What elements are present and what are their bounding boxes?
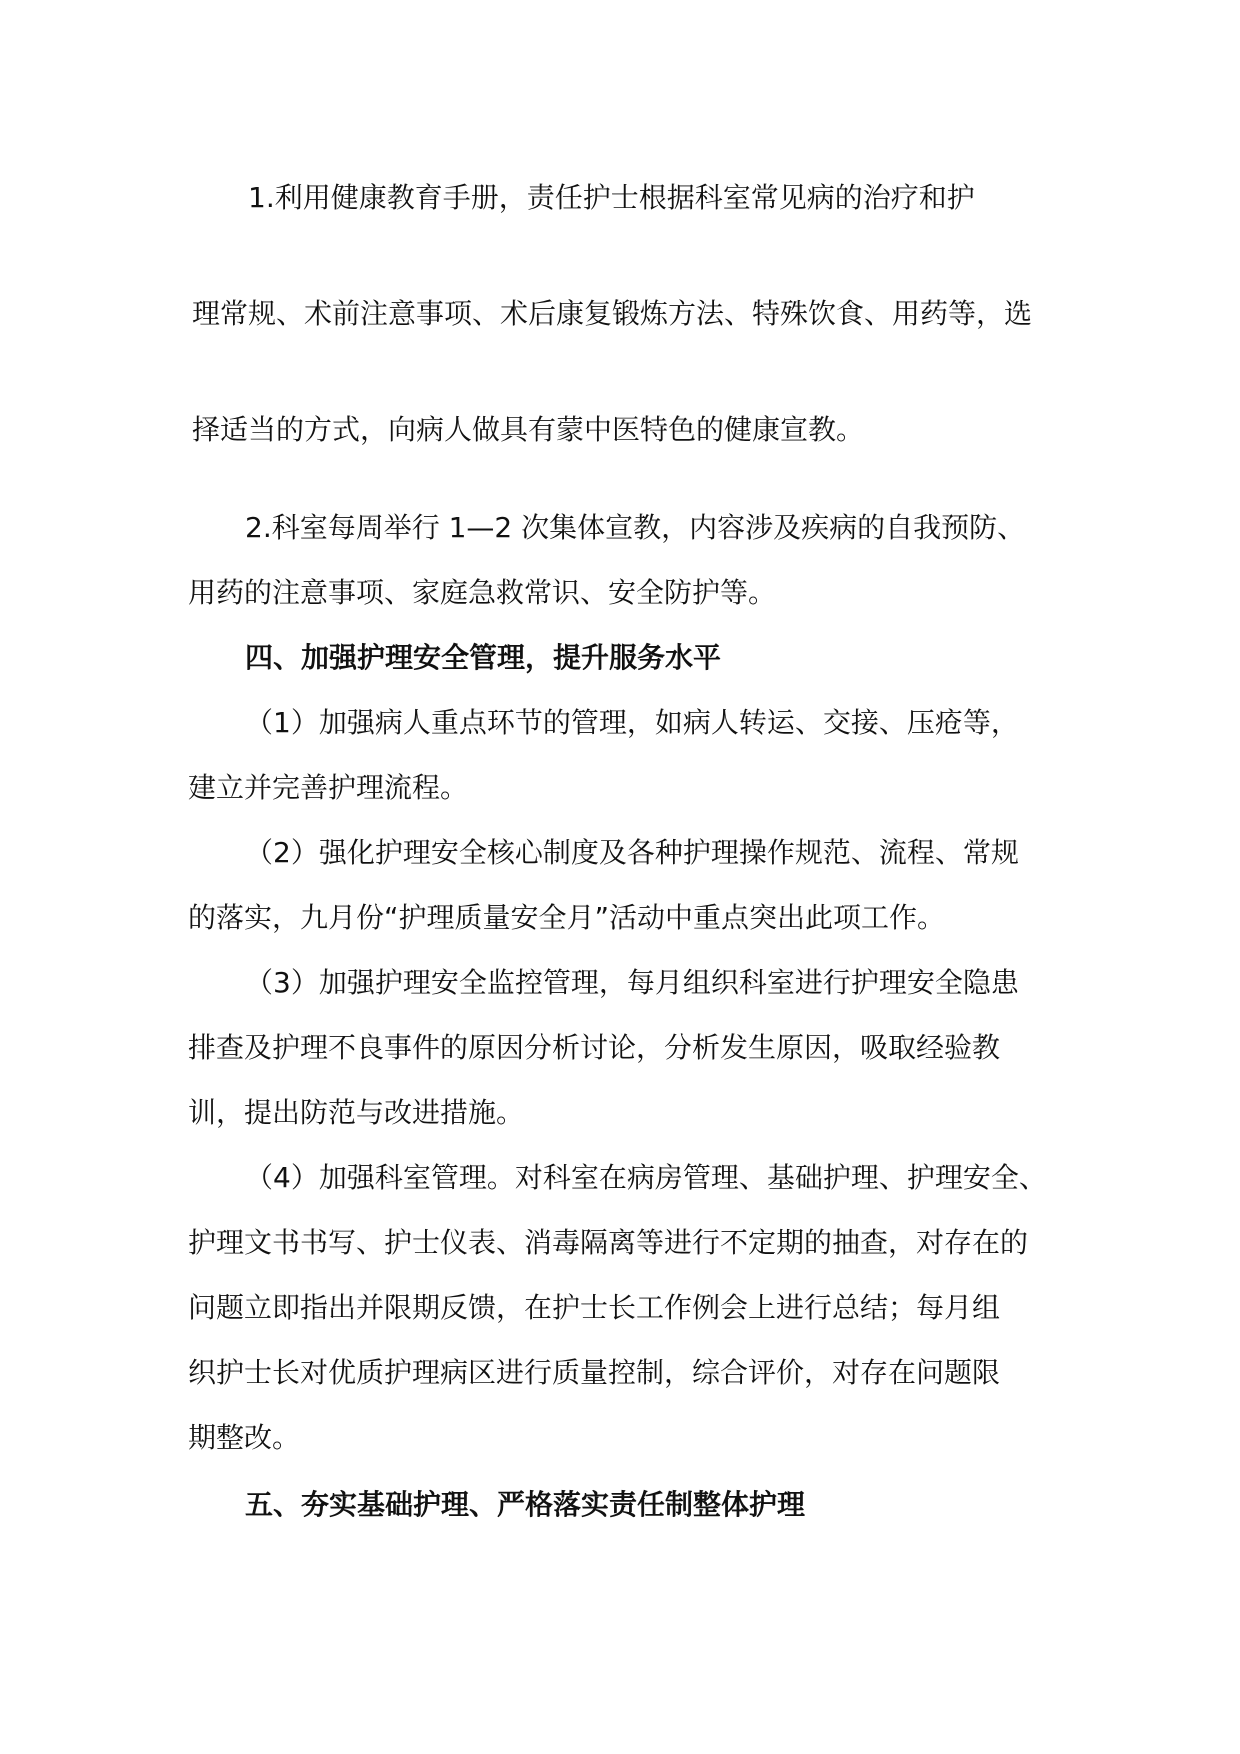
paragraph-1-line-2: 理常规、术前注意事项、术后康复锻炼方法、特殊饮食、用药等，选 [192,297,1033,330]
item-4-line-4: 织护士长对优质护理病区进行质量控制，综合评价，对存在问题限 [188,1356,1001,1389]
item-3-line-3: 训，提出防范与改进措施。 [188,1096,525,1129]
item-2-line-1: （2）强化护理安全核心制度及各种护理操作规范、流程、常规 [245,836,1019,869]
paragraph-2-line-2: 用药的注意事项、家庭急救常识、安全防护等。 [188,576,777,609]
item-4-line-3: 问题立即指出并限期反馈，在护士长工作例会上进行总结；每月组 [188,1291,1001,1324]
item-1-line-1: （1）加强病人重点环节的管理，如病人转运、交接、压疮等， [245,706,1019,739]
item-4-line-1: （4）加强科室管理。对科室在病房管理、基础护理、护理安全、 [245,1161,1047,1194]
item-2-line-2: 的落实，九月份“护理质量安全月”活动中重点突出此项工作。 [188,901,946,934]
item-3-line-2: 排查及护理不良事件的原因分析讨论，分析发生原因，吸取经验教 [188,1031,1001,1064]
paragraph-1-line-3: 择适当的方式，向病人做具有蒙中医特色的健康宣教。 [192,413,865,446]
section-heading-5: 五、夯实基础护理、严格落实责任制整体护理 [245,1488,806,1521]
paragraph-2-line-1: 2.科室每周举行 1—2 次集体宣教，内容涉及疾病的自我预防、 [245,511,1026,544]
section-heading-4: 四、加强护理安全管理，提升服务水平 [245,641,722,674]
item-4-line-5: 期整改。 [188,1421,301,1454]
item-3-line-1: （3）加强护理安全监控管理，每月组织科室进行护理安全隐患 [245,966,1019,999]
item-1-line-2: 建立并完善护理流程。 [188,771,469,804]
item-4-line-2: 护理文书书写、护士仪表、消毒隔离等进行不定期的抽查，对存在的 [188,1226,1029,1259]
paragraph-1-line-1: 1.利用健康教育手册，责任护士根据科室常见病的治疗和护 [248,181,975,214]
